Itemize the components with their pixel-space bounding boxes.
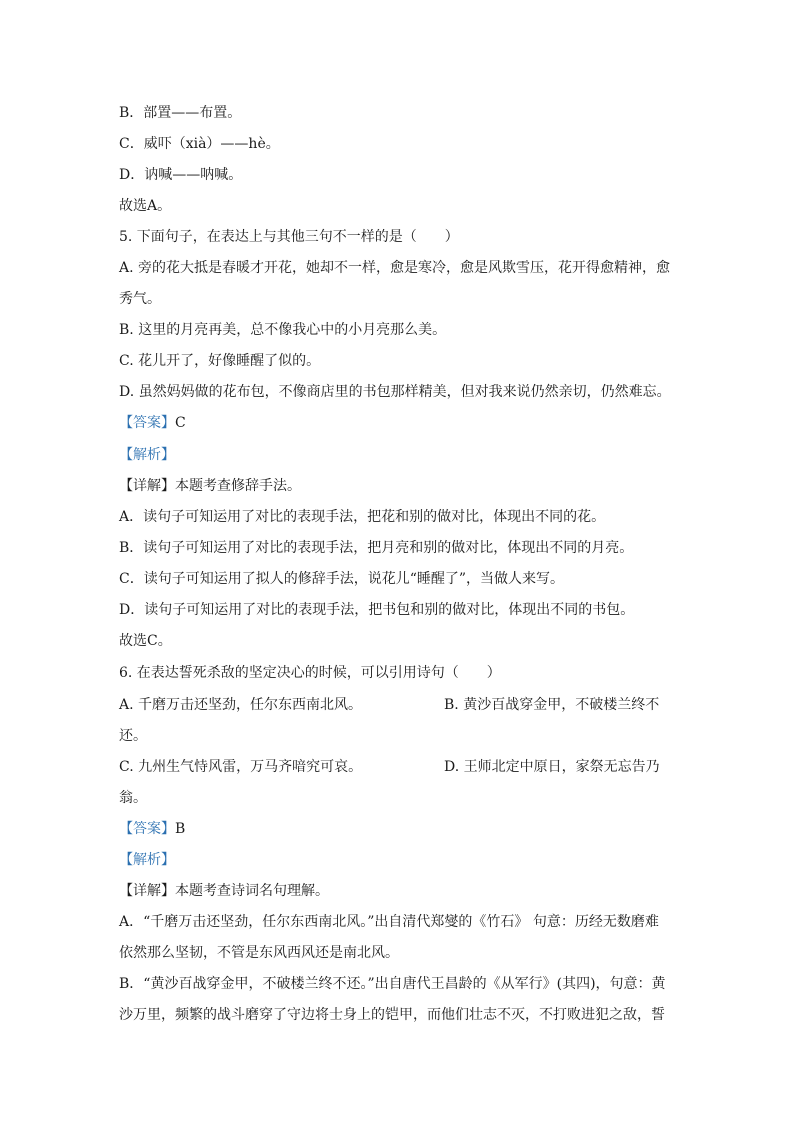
q5-answer — [119, 414, 186, 432]
q4-option-b: B．部置——布置。 — [119, 105, 242, 121]
q5-option-b: B. 这里的月亮再美，总不像我心中的小月亮那么美。 — [119, 322, 447, 338]
q6-explain-a-line1: A．“千磨万击还坚劲，任尔东西南北风。”出自清代郑燮的《竹石》 句意：历经无数磨难 — [119, 914, 659, 930]
q4-option-d: D．讷喊——呐喊。 — [119, 167, 243, 183]
q6-detail: 【详解】本题考查诗词名句理解。 — [119, 883, 329, 899]
q5-explain-a: A．读句子可知运用了对比的表现手法，把花和别的做对比，体现出不同的花。 — [119, 509, 606, 525]
q6-option-d-line2: 翁。 — [119, 790, 147, 806]
q5-explain-d: D．读句子可知运用了对比的表现手法，把书包和别的做对比，体现出不同的书包。 — [119, 602, 635, 618]
q4-conclusion: 故选A。 — [119, 198, 172, 214]
answer-value: C — [175, 415, 186, 431]
q6-analysis-tag: 【解析】 — [119, 852, 175, 868]
q6-option-b-line1: B. 黄沙百战穿金甲，不破楼兰终不 — [444, 697, 660, 713]
q5-analysis-tag: 【解析】 — [119, 447, 175, 463]
answer-tag: 【答案】 — [119, 415, 175, 431]
answer-value: B — [175, 821, 186, 837]
q4-option-c: C．威吓（xià）——hè。 — [119, 136, 280, 152]
q6-option-c: C. 九州生气恃风雷，万马齐喑究可哀。 — [119, 759, 363, 775]
q6-option-a: A. 千磨万击还坚劲，任尔东西南北风。 — [119, 697, 363, 713]
q5-explain-c: C．读句子可知运用了拟人的修辞手法，说花儿“睡醒了”，当做人来写。 — [119, 571, 565, 587]
q5-explain-b: B．读句子可知运用了对比的表现手法，把月亮和别的做对比，体现出不同的月亮。 — [119, 540, 634, 556]
q5-option-c: C. 花儿开了，好像睡醒了似的。 — [119, 353, 321, 369]
q5-detail: 【详解】本题考查修辞手法。 — [119, 478, 301, 494]
q5-option-d: D. 虽然妈妈做的花布包，不像商店里的书包那样精美，但对我来说仍然亲切，仍然难忘。 — [119, 384, 671, 400]
q6-answer — [119, 820, 185, 838]
q5-option-a-line1: A. 旁的花大抵是春暖才开花，她却不一样，愈是寒冷，愈是风欺雪压，花开得愈精神，愈 — [119, 260, 671, 276]
q6-option-d-line1: D. 王师北定中原日，家祭无忘告乃 — [444, 759, 660, 775]
q6-stem: 6. 在表达誓死杀敌的坚定决心的时候，可以引用诗句（ ） — [119, 665, 501, 681]
q6-explain-a-line2: 依然那么坚韧，不管是东风西风还是南北风。 — [119, 945, 399, 961]
q5-option-a-line2: 秀气。 — [119, 291, 161, 307]
q6-explain-b-line2: 沙万里，频繁的战斗磨穿了守边将士身上的铠甲，而他们壮志不灭，不打败进犯之敌，誓 — [119, 1007, 665, 1023]
q5-stem: 5. 下面句子，在表达上与其他三句不一样的是（ ） — [119, 229, 459, 245]
q6-option-b-line2: 还。 — [119, 728, 147, 744]
q6-explain-b-line1: B．“黄沙百战穿金甲，不破楼兰终不还。”出自唐代王昌龄的《从军行》(其四)，句意：黄 — [119, 976, 666, 992]
q5-conclusion: 故选C。 — [119, 633, 172, 649]
answer-tag: 【答案】 — [119, 821, 175, 837]
